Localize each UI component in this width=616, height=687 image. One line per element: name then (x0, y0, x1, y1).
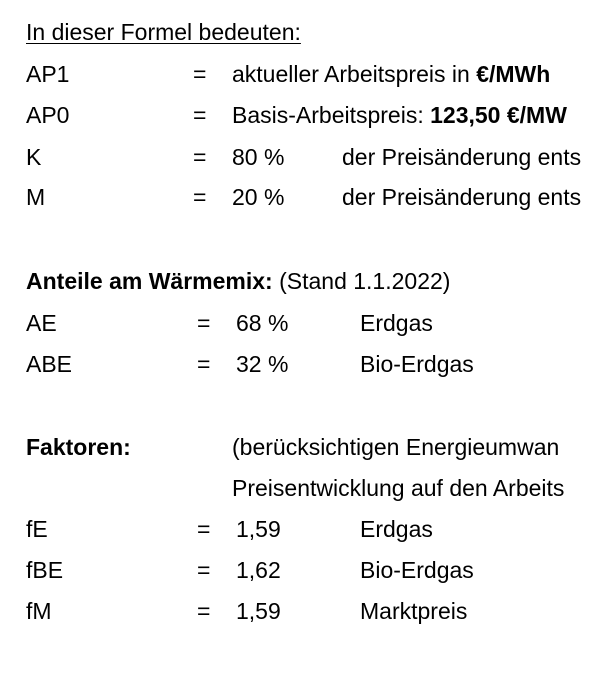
symbol-ap1: AP1 (26, 61, 70, 87)
equals-sign: = (193, 102, 207, 128)
equals-sign: = (193, 61, 207, 87)
mix-title (26, 267, 450, 295)
definition-ap1-text: aktueller Arbeitspreis in (232, 61, 477, 87)
equals-sign: = (193, 184, 207, 210)
factors-description-line2: Preisentwicklung auf den Arbeits (232, 475, 565, 501)
definition-m: der Preisänderung ents (342, 184, 582, 210)
symbol-fe: fE (26, 516, 48, 542)
value-fe: 1,59 (236, 516, 281, 542)
mix-title-bold: Anteile am Wärmemix: (26, 268, 273, 294)
symbol-ap0: AP0 (26, 102, 70, 128)
symbol-ae: AE (26, 310, 57, 336)
symbol-fbe: fBE (26, 557, 64, 583)
value-m: 20 % (232, 184, 285, 210)
label-fbe: Bio-Erdgas (360, 557, 474, 583)
symbol-k: K (26, 144, 42, 170)
equals-sign: = (193, 144, 207, 170)
factors-title-bold: Faktoren: (26, 434, 131, 460)
equals-sign: = (197, 351, 211, 377)
definition-ap0-price: 123,50 €/MW (430, 102, 567, 128)
value-abe: 32 % (236, 351, 289, 377)
label-fm: Marktpreis (360, 598, 468, 624)
value-k: 80 % (232, 144, 285, 170)
symbol-fm: fM (26, 598, 52, 624)
label-abe: Bio-Erdgas (360, 351, 474, 377)
factors-title (26, 433, 131, 461)
mix-title-date: (Stand 1.1.2022) (272, 268, 451, 294)
equals-sign: = (197, 516, 211, 542)
legend-heading: In dieser Formel bedeuten: (26, 19, 301, 45)
definition-ap1 (232, 60, 550, 88)
equals-sign: = (197, 310, 211, 336)
definition-ap0 (232, 101, 567, 129)
value-fbe: 1,62 (236, 557, 281, 583)
equals-sign: = (197, 598, 211, 624)
value-ae: 68 % (236, 310, 289, 336)
label-fe: Erdgas (360, 516, 433, 542)
value-fm: 1,59 (236, 598, 281, 624)
factors-description-line1: (berücksichtigen Energieumwan (232, 434, 560, 460)
definition-ap1-unit: €/MWh (476, 61, 551, 87)
symbol-abe: ABE (26, 351, 73, 377)
definition-ap0-text: Basis-Arbeitspreis: (232, 102, 431, 128)
definition-k: der Preisänderung ents (342, 144, 582, 170)
equals-sign: = (197, 557, 211, 583)
label-ae: Erdgas (360, 310, 433, 336)
symbol-m: M (26, 184, 46, 210)
